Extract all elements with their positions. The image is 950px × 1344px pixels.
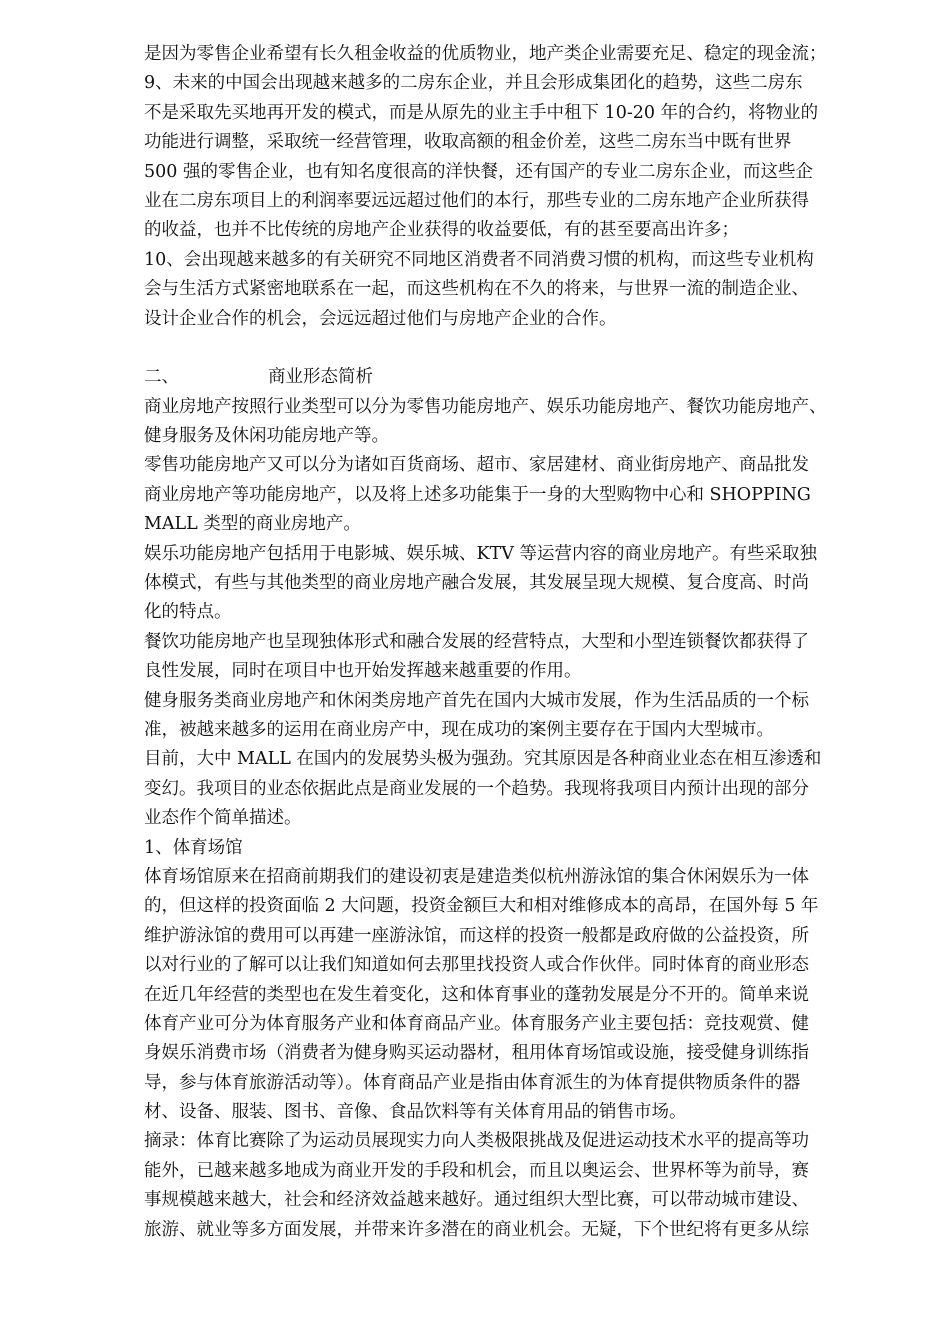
section-heading <box>144 363 880 392</box>
text-line: 能外，已越来越多地成为商业开发的手段和机会，而且以奥运会、世界杯等为前导，赛 <box>144 1160 809 1181</box>
text-line: 化的特点。 <box>144 602 232 623</box>
text-line: 材、设备、服装、图书、音像、食品饮料等有关体育用品的销售市场。 <box>144 1102 687 1123</box>
paragraph-excerpt <box>144 1127 880 1245</box>
text-line: 业在二房东项目上的利润率要远远超过他们的本行，那些专业的二房东地产企业所获得 <box>144 190 809 211</box>
text-line: 商业房地产按照行业类型可以分为零售功能房地产、娱乐功能房地产、餐饮功能房地产、 <box>144 396 827 417</box>
text-line: 导，参与体育旅游活动等）。体育商品产业是指由体育派生的为体育提供物质条件的器 <box>144 1072 801 1093</box>
text-line: 的收益，也并不比传统的房地产企业获得的收益要低，有的甚至要高出许多； <box>144 220 739 241</box>
text-line: 不是采取先买地再开发的模式，而是从原先的业主手中租下 10-20 年的合约，将物业的 <box>144 102 819 123</box>
text-line: 健身服务及休闲功能房地产等。 <box>144 426 389 447</box>
paragraph-retail <box>144 451 880 539</box>
text-line: 娱乐功能房地产包括用于电影城、娱乐城、KTV 等运营内容的商业房地产。有些采取独 <box>144 543 817 564</box>
paragraph-mall <box>144 745 880 833</box>
paragraph-item-10 <box>144 246 880 334</box>
text-line: 餐饮功能房地产也呈现独体形式和融合发展的经营特点，大型和小型连锁餐饮都获得了 <box>144 631 809 652</box>
text-line: 500 强的零售企业，也有知名度很高的洋快餐，还有国产的专业二房东企业，而这些企 <box>144 161 813 182</box>
text-line: 的，但这样的投资面临 2 大问题，投资金额巨大和相对维修成本的高昂，在国外每 5 年 <box>144 896 819 917</box>
paragraph-item-9 <box>144 69 880 245</box>
paragraph-entertainment <box>144 540 880 628</box>
text-line: 功能进行调整，采取统一经营管理，收取高额的租金价差，这些二房东当中既有世界 <box>144 132 792 153</box>
text-line: 体育场馆原来在招商前期我们的建设初衷是建造类似杭州游泳馆的集合休闲娱乐为一体 <box>144 866 809 887</box>
text-line: 事规模越来越大，社会和经济效益越来越好。通过组织大型比赛，可以带动城市建设、 <box>144 1190 809 1211</box>
paragraph-continuation <box>144 40 880 69</box>
text-line: 设计企业合作的机会，会远远超过他们与房地产企业的合作。 <box>144 308 617 329</box>
text-line: 以对行业的了解可以让我们知道如何去那里找投资人或合作伙伴。同时体育的商业形态 <box>144 955 809 976</box>
text-line: 体育产业可分为体育服务产业和体育商品产业。体育服务产业主要包括：竞技观赏、健 <box>144 1013 809 1034</box>
text-line: 零售功能房地产又可以分为诸如百货商场、超市、家居建材、商业街房地产、商品批发 <box>144 455 809 476</box>
text-line: 目前，大中 MALL 在国内的发展势头极为强劲。究其原因是各种商业业态在相互渗透和 <box>144 749 822 770</box>
blank-line <box>144 334 880 363</box>
text-line: 摘录：体育比赛除了为运动员展现实力向人类极限挑战及促进运动技术水平的提高等功 <box>144 1131 809 1152</box>
text-line: 商业房地产等功能房地产，以及将上述多功能集于一身的大型购物中心和 SHOPPING <box>144 484 811 505</box>
text-line: 10、会出现越来越多的有关研究不同地区消费者不同消费习惯的机构，而这些专业机构 <box>144 249 814 270</box>
text-line: 业态作个简单描述。 <box>144 808 302 829</box>
text-line: 身娱乐消费市场（消费者为健身购买运动器材，租用体育场馆或设施，接受健身训练指 <box>144 1043 809 1064</box>
text-line: 变幻。我项目的业态依据此点是商业发展的一个趋势。我现将我项目内预计出现的部分 <box>144 778 809 799</box>
text-line: 会与生活方式紧密地联系在一起，而这些机构在不久的将来，与世界一流的制造企业、 <box>144 279 809 300</box>
section-title: 商业形态简析 <box>268 367 373 388</box>
paragraph-stadium <box>144 863 880 1128</box>
section-number: 二、 <box>144 367 179 388</box>
paragraph-fitness <box>144 687 880 746</box>
document-page <box>144 40 880 1245</box>
text-line: 旅游、就业等多方面发展，并带来许多潜在的商业机会。无疑，下个世纪将有更多从综 <box>144 1219 809 1240</box>
subheading-stadium: 1、体育场馆 <box>144 837 243 858</box>
text-line: 是因为零售企业希望有长久租金收益的优质物业，地产类企业需要充足、稳定的现金流； <box>144 44 827 64</box>
paragraph-dining <box>144 628 880 687</box>
text-line: 维护游泳馆的费用可以再建一座游泳馆，而这样的投资一般都是政府做的公益投资，所 <box>144 925 809 946</box>
text-line: 健身服务类商业房地产和休闲类房地产首先在国内大城市发展，作为生活品质的一个标 <box>144 690 809 711</box>
text-line: 良性发展，同时在项目中也开始发挥越来越重要的作用。 <box>144 661 582 682</box>
text-line: 体模式，有些与其他类型的商业房地产融合发展，其发展呈现大规模、复合度高、时尚 <box>144 573 809 594</box>
text-line: MALL 类型的商业房地产。 <box>144 514 361 535</box>
paragraph-types <box>144 393 880 452</box>
text-line: 在近几年经营的类型也在发生着变化，这和体育事业的蓬勃发展是分不开的。简单来说 <box>144 984 809 1005</box>
text-line: 准，被越来越多的运用在商业房产中，现在成功的案例主要存在于国内大型城市。 <box>144 719 774 740</box>
text-line: 9、未来的中国会出现越来越多的二房东企业，并且会形成集团化的趋势，这些二房东 <box>144 73 803 94</box>
